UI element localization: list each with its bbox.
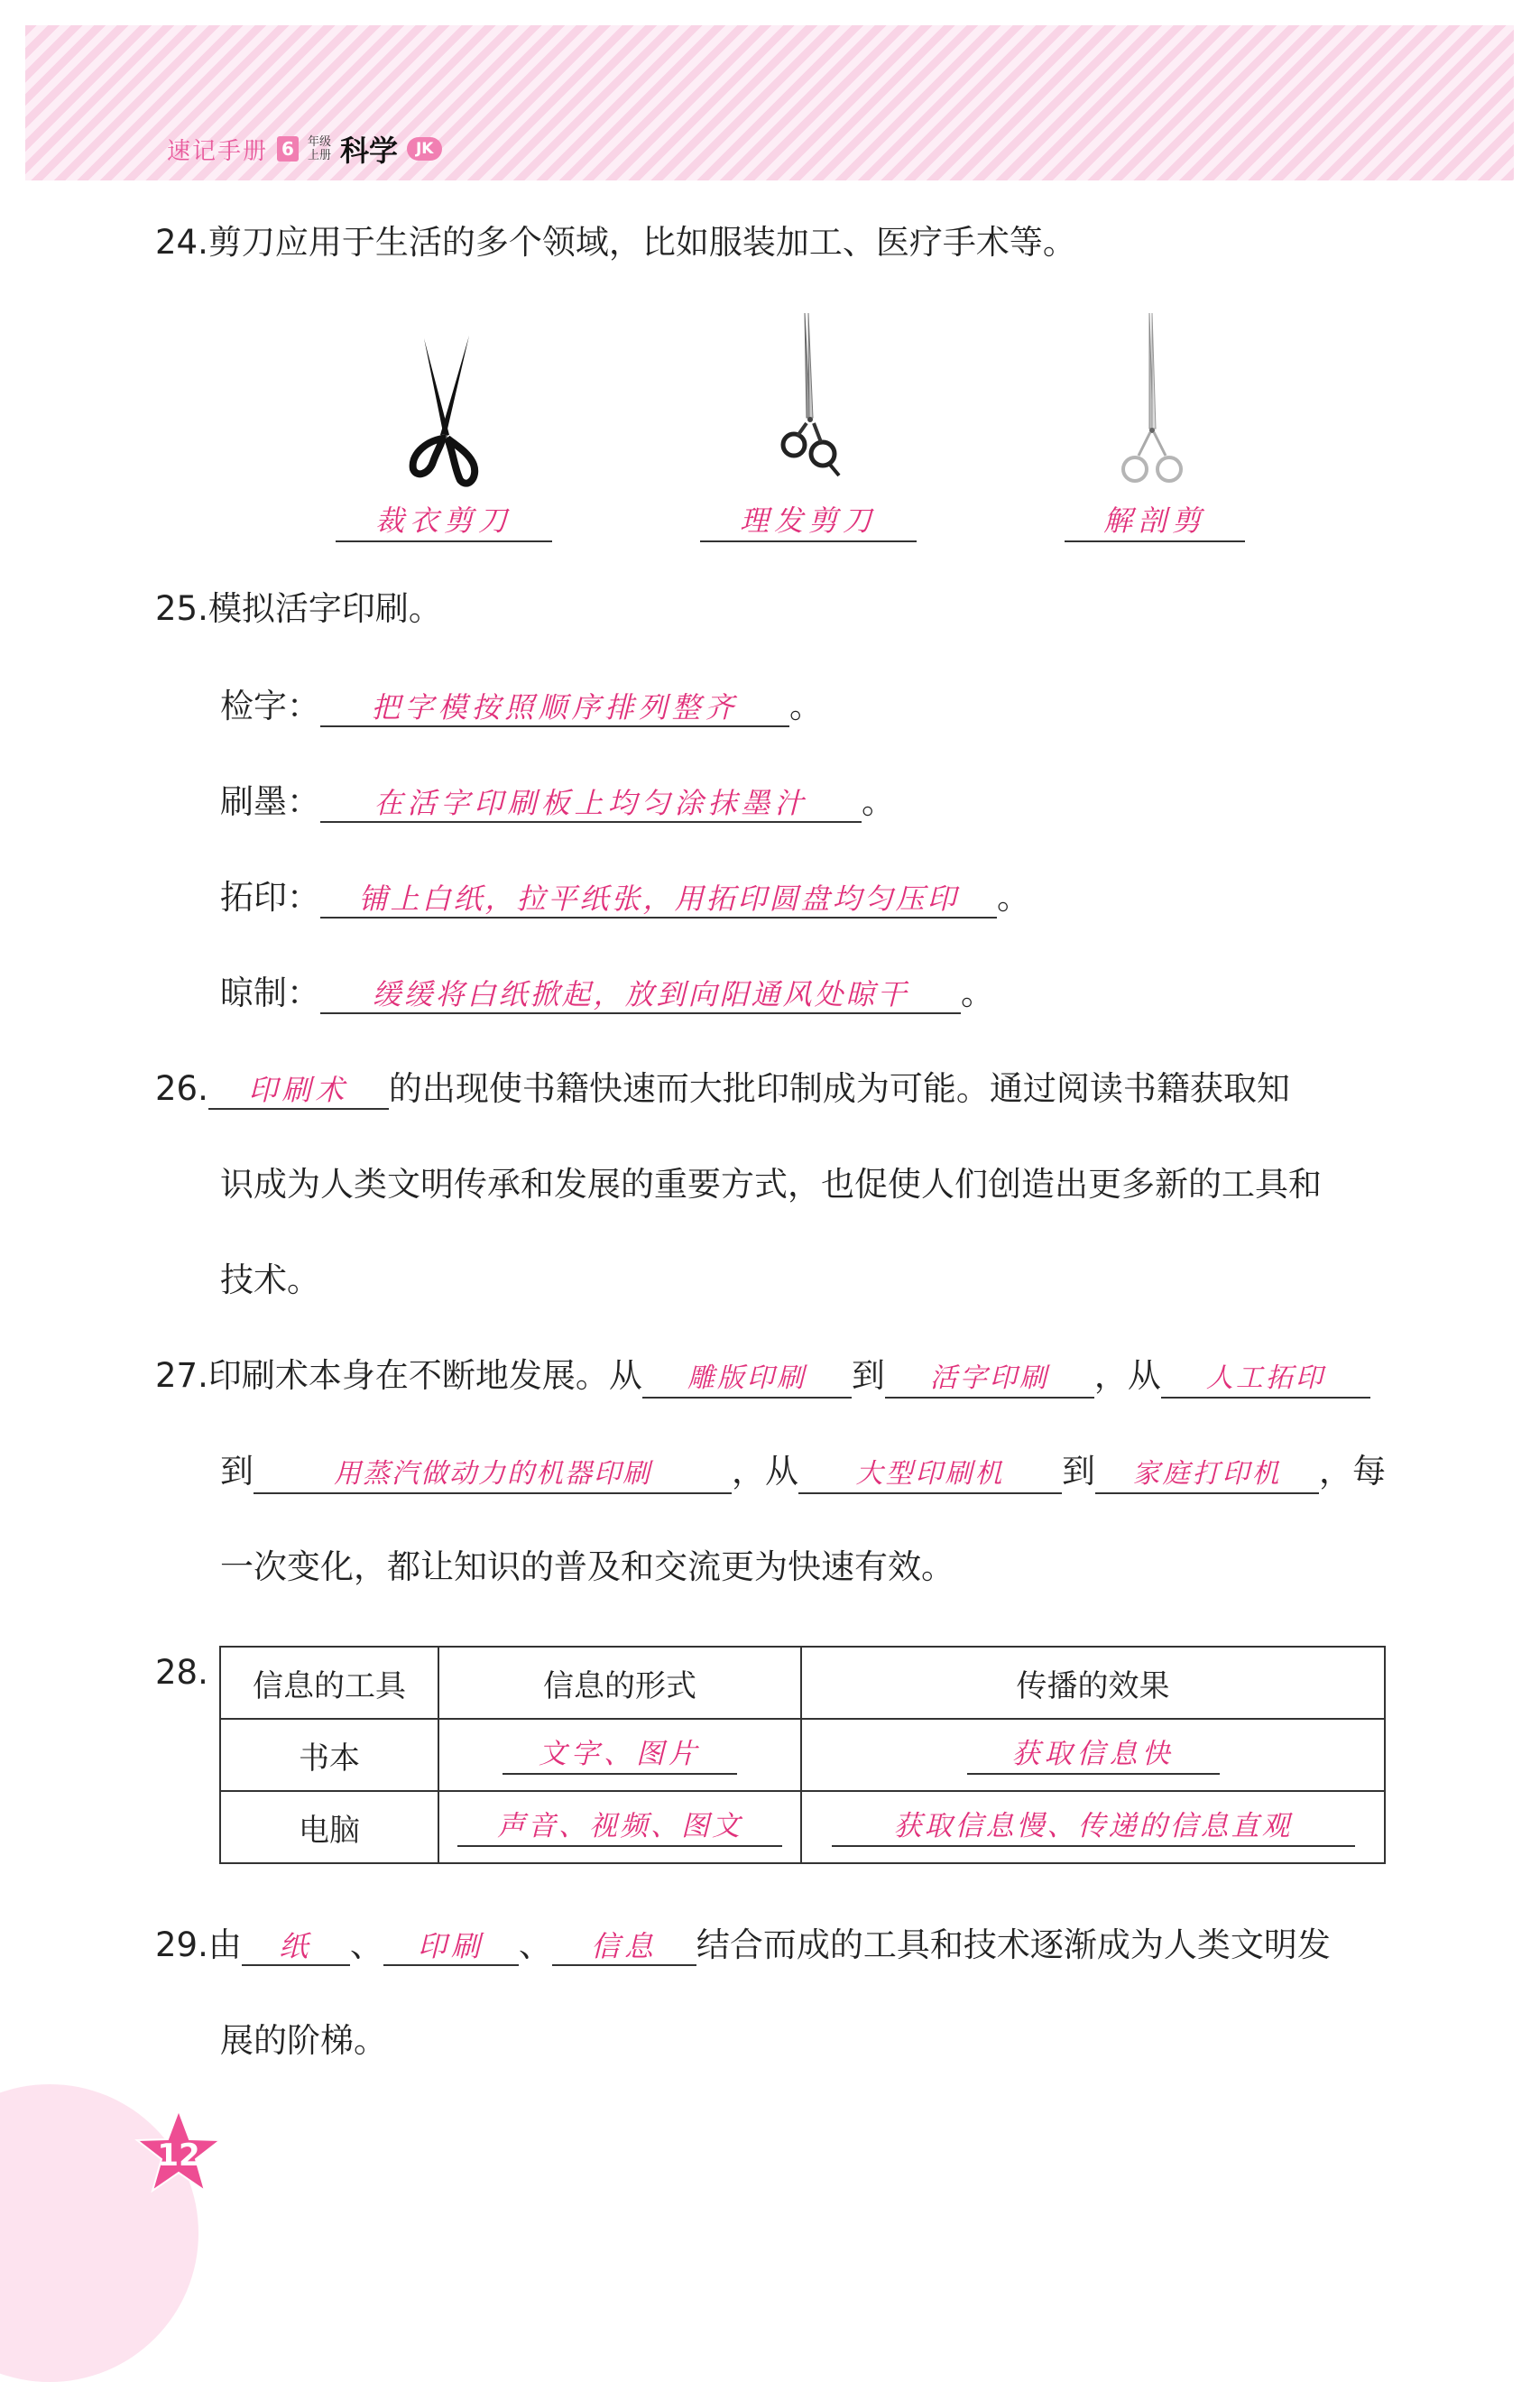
table-header: 信息的工具 (220, 1647, 438, 1719)
table-cell-form (438, 1791, 801, 1863)
tailor-scissors-image (397, 334, 487, 492)
separator: 、 (518, 1925, 552, 1964)
question-27 (155, 1355, 1370, 1399)
step-label: 拓印： (220, 878, 320, 917)
step-end: 。 (862, 782, 895, 821)
question-text: 剪刀应用于生活的多个领域，比如服装加工、医疗手术等。 (207, 223, 1076, 262)
question-26-line-3: 技术。 (220, 1260, 320, 1299)
question-number: 26. (155, 1069, 208, 1108)
subject-title: 科学 (339, 134, 398, 168)
table-cell-form (438, 1719, 801, 1791)
question-text: 模拟活字印刷。 (207, 589, 442, 628)
step-dry (220, 973, 994, 1014)
answer-blank: 声音、视频、图文 (457, 1807, 782, 1847)
table-header-row (220, 1647, 1385, 1719)
answer-blank: 活字印刷 (885, 1361, 1094, 1399)
question-26-line-2: 识成为人类文明传承和发展的重要方式，也促使人们创造出更多新的工具和 (220, 1165, 1322, 1204)
page-number: 12 (157, 2137, 200, 2174)
page-number-star (134, 2108, 224, 2194)
question-27-line-3: 一次变化，都让知识的普及和交流更为快速有效。 (220, 1547, 954, 1586)
question-number: 27. (155, 1356, 208, 1395)
answer-blank: 获取信息快 (967, 1735, 1220, 1775)
question-text: ，从 (1093, 1356, 1161, 1395)
answer-blank: 把字模按照顺序排列整齐 (320, 689, 789, 727)
step-label: 检字： (220, 687, 320, 725)
question-25 (155, 588, 442, 630)
answer-blank: 铺上白纸，拉平纸张，用拓印圆盘均匀压印 (320, 881, 997, 919)
step-end: 。 (789, 687, 823, 725)
question-text: 到 (851, 1356, 885, 1395)
answer-blank: 纸 (242, 1928, 350, 1966)
question-29 (155, 1925, 1331, 1966)
question-text: ，从 (732, 1452, 798, 1491)
answer-blank: 大型印刷机 (798, 1456, 1062, 1494)
scissors-caption-2: 理发剪刀 (700, 501, 917, 542)
info-table (219, 1646, 1386, 1864)
step-pick-type (220, 686, 823, 727)
question-text: 到 (1062, 1452, 1095, 1491)
book-header (167, 128, 442, 170)
answer-blank: 印刷术 (208, 1072, 389, 1110)
question-text: 印刷术本身在不断地发展。从 (207, 1356, 642, 1395)
grade-number: 6 (277, 136, 299, 162)
step-ink (220, 781, 895, 823)
answer-blank: 人工拓印 (1161, 1361, 1370, 1399)
table-cell-effect (801, 1791, 1385, 1863)
question-26 (155, 1068, 1290, 1110)
question-text: 的出现使书籍快速而大批印制成为可能。通过阅读书籍获取知 (388, 1069, 1290, 1108)
step-end: 。 (961, 974, 994, 1012)
separator: 、 (349, 1925, 383, 1964)
question-text: 到 (220, 1452, 254, 1491)
dissecting-scissors-image (1111, 311, 1193, 492)
answer-blank: 缓缓将白纸掀起，放到向阳通风处晾干 (320, 976, 961, 1014)
table-header: 信息的形式 (438, 1647, 801, 1719)
question-number: 25. (155, 589, 208, 628)
question-29-line-2: 展的阶梯。 (220, 2021, 387, 2060)
question-number: 29. (155, 1925, 208, 1964)
edition-badge: JK (407, 137, 443, 161)
question-27-line-2 (220, 1451, 1386, 1494)
step-print (220, 877, 1030, 919)
table-cell-effect (801, 1719, 1385, 1791)
step-label: 晾制： (220, 974, 320, 1012)
answer-blank: 雕版印刷 (642, 1361, 852, 1399)
hairdressing-scissors-image (767, 311, 853, 492)
answer-blank: 信息 (552, 1928, 696, 1966)
grade-labels (308, 135, 331, 162)
question-24 (155, 222, 1076, 263)
question-number: 24. (155, 223, 208, 262)
table-row (220, 1791, 1385, 1863)
answer-blank: 在活字印刷板上均匀涂抹墨汁 (320, 785, 862, 823)
table-row (220, 1719, 1385, 1791)
question-text: 由 (207, 1925, 242, 1964)
question-text: ，每 (1319, 1452, 1386, 1491)
table-cell-tool: 书本 (220, 1719, 438, 1791)
scissors-caption-1: 裁衣剪刀 (336, 501, 552, 542)
answer-blank: 文字、图片 (503, 1735, 737, 1775)
question-text: 结合而成的工具和技术逐渐成为人类文明发 (696, 1925, 1331, 1964)
table-cell-tool: 电脑 (220, 1791, 438, 1863)
step-end: 。 (997, 878, 1030, 917)
question-28-number: 28. (155, 1653, 208, 1692)
grade-label-bottom: 上册 (307, 149, 331, 162)
grade-label-top: 年级 (307, 135, 331, 149)
answer-blank: 印刷 (383, 1928, 519, 1966)
table-header: 传播的效果 (801, 1647, 1385, 1719)
answer-blank: 家庭打印机 (1095, 1456, 1319, 1494)
answer-blank: 获取信息慢、传递的信息直观 (832, 1807, 1355, 1847)
answer-blank: 用蒸汽做动力的机器印刷 (254, 1456, 732, 1494)
step-label: 刷墨： (220, 782, 320, 821)
scissors-caption-3: 解剖剪 (1065, 501, 1245, 542)
book-series: 速记手册 (167, 137, 269, 165)
